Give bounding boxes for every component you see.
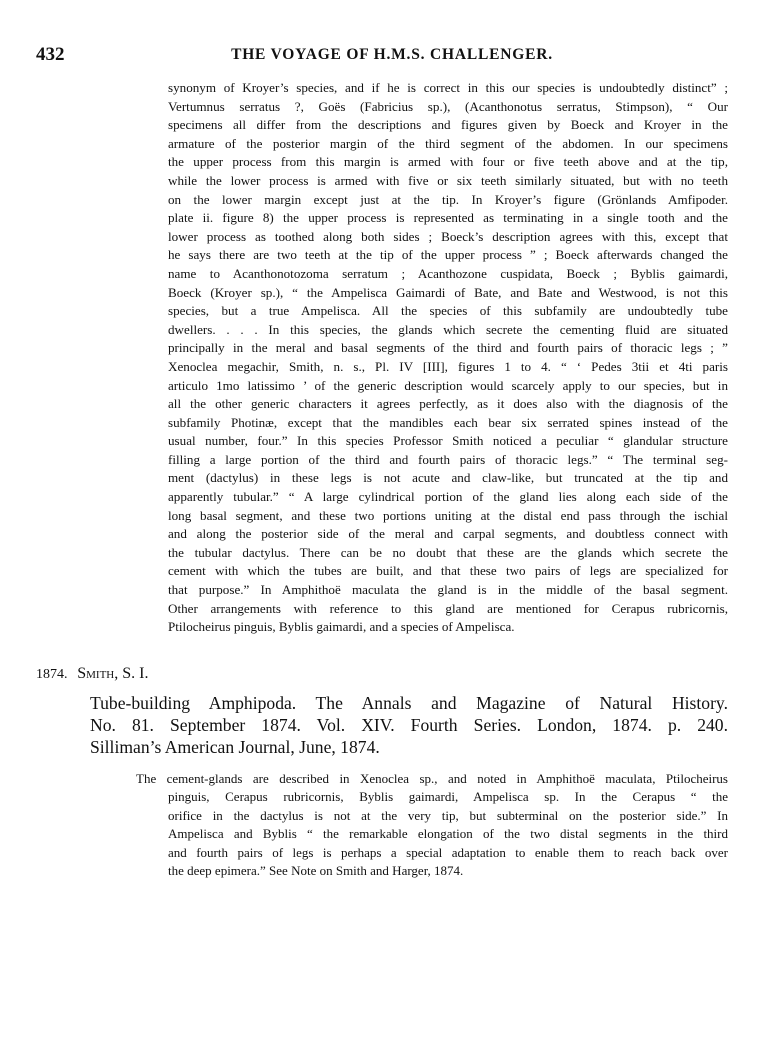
body-line: subfamily Photinæ, except that the mandibles each bear six serrated spines instead of the xyxy=(168,414,728,430)
body-line: Boeck (Kroyer sp.), “ the Ampelisca Gaimardi of Bate, and Bate and Westwood, is not this xyxy=(168,284,728,300)
body-line: all the other generic characters it agrees perfectly, as it does also with the diagnosis of the xyxy=(168,396,728,412)
note-line: and fourth pairs of legs is perhaps a special adaptation to enable them to reach back over xyxy=(168,844,728,860)
body-line: articulo 1mo latissimo ’ of the generic description would scarcely apply to our species, but in xyxy=(168,377,728,393)
body-line: that purpose.” In Amphithoë maculata the gland is in the middle of the basal segment. xyxy=(168,582,728,598)
body-line: principally in the meral and basal segments of the third and fourth pairs of thoracic legs ; ” xyxy=(168,340,728,356)
body-line: name to Acanthonotozoma serratum ; Acanthozone cuspidata, Boeck ; Byblis gaimardi, xyxy=(168,265,728,281)
entry-author: Smith, S. I. xyxy=(77,665,149,682)
body-line: the tubular dactylus. There can be no doubt that these are the glands which secrete the xyxy=(168,544,728,560)
body-line: Xenoclea megachir, Smith, n. s., Pl. IV [III], figures 1 to 4. “ ‘ Pedes 3tii et 4ti paris xyxy=(168,358,728,374)
body-line: apparently tubular.” “ A large cylindrical portion of the gland lies along each side of the xyxy=(168,489,728,505)
note-line: Ampelisca and Byblis “ the remarkable elongation of the two distal segments in the third xyxy=(168,826,728,842)
entry-year: 1874. xyxy=(36,667,68,682)
body-line: cement with which the tubes are built, and that these two pairs of legs are specialized for xyxy=(168,563,728,579)
citation xyxy=(90,692,728,758)
body-line: usual number, four.” In this species Professor Smith noticed a peculiar “ glandular structure xyxy=(168,433,728,449)
citation-line: No. 81. September 1874. Vol. XIV. Fourth Series. London, 1874. p. 240. xyxy=(90,715,728,735)
body-line: armature of the posterior margin of the third segment of the abdomen. In our specimens xyxy=(168,135,728,151)
body-line: Vertumnus serratus ?, Goës (Fabricius sp.), (Acanthonotus serratus, Stimpson), “ Our xyxy=(168,98,728,114)
body-line: lower process as toothed along both sides ; Boeck’s description agrees with this, except that xyxy=(168,228,728,244)
body-line: while the lower process is armed with five or six teeth similarly situated, but with no teeth xyxy=(168,172,728,188)
body-line: on the lower margin except just at the tip. In Kroyer’s figure (Grönlands Amfipoder. xyxy=(168,191,728,207)
body-line: Other arrangements with reference to this gland are mentioned for Cerapus rubricornis, xyxy=(168,600,728,616)
body-line: and along the posterior side of the meral and carpal segments, and doubtless connect with xyxy=(168,526,728,542)
body-line: species, but a true Ampelisca. All the species of this subfamily are undoubtedly tube xyxy=(168,303,728,319)
body-line: synonym of Kroyer’s species, and if he is correct in this our species is undoubtedly distinct” ; xyxy=(168,80,728,95)
page-number: 432 xyxy=(36,44,65,65)
note-line: The cement-glands are described in Xenoclea sp., and noted in Amphithoë maculata, Ptilocheirus xyxy=(136,771,728,786)
body-line: specimens all differ from the descriptions and figures given by Boeck and Kroyer in the xyxy=(168,117,728,133)
body-line: dwellers. . . . In this species, the glands which secrete the cementing fluid are situated xyxy=(168,321,728,337)
note-line: orifice in the dactylus is not at the very tip, but subterminal on the posterior side.” In xyxy=(168,807,728,823)
page-header xyxy=(36,44,748,68)
body-line: plate ii. figure 8) the upper process is represented as terminating in a single tooth and the xyxy=(168,210,728,226)
note-line: pinguis, Cerapus rubricornis, Byblis gaimardi, Ampelisca sp. In the Cerapus “ the xyxy=(168,789,728,805)
body-line: ment (dactylus) in these legs is not acute and claw-like, but truncated at the tip and xyxy=(168,470,728,486)
body-line: he says there are two teeth at the tip of the upper process ” ; Boeck afterwards changed the xyxy=(168,247,728,263)
body-line: long basal segment, and these two portions uniting at the distal end pass through the ischial xyxy=(168,507,728,523)
citation-line: Silliman’s American Journal, June, 1874. xyxy=(90,737,380,757)
note-line: the deep epimera.” See Note on Smith and Harger, 1874. xyxy=(168,863,464,879)
bibliography-entry-heading xyxy=(36,665,148,683)
running-title: THE VOYAGE OF H.M.S. CHALLENGER. xyxy=(231,46,553,63)
annotation-note xyxy=(136,770,728,880)
citation-line: Tube-building Amphipoda. The Annals and Magazine of Natural History. xyxy=(90,693,728,713)
body-line: filling a large portion of the third and fourth pairs of thoracic legs.” “ The terminal seg- xyxy=(168,451,728,467)
body-line: Ptilocheirus pinguis, Byblis gaimardi, and a species of Ampelisca. xyxy=(168,619,515,635)
body-paragraph xyxy=(168,79,728,637)
body-line: the upper process from this margin is armed with four or five teeth above and at the tip, xyxy=(168,154,728,170)
